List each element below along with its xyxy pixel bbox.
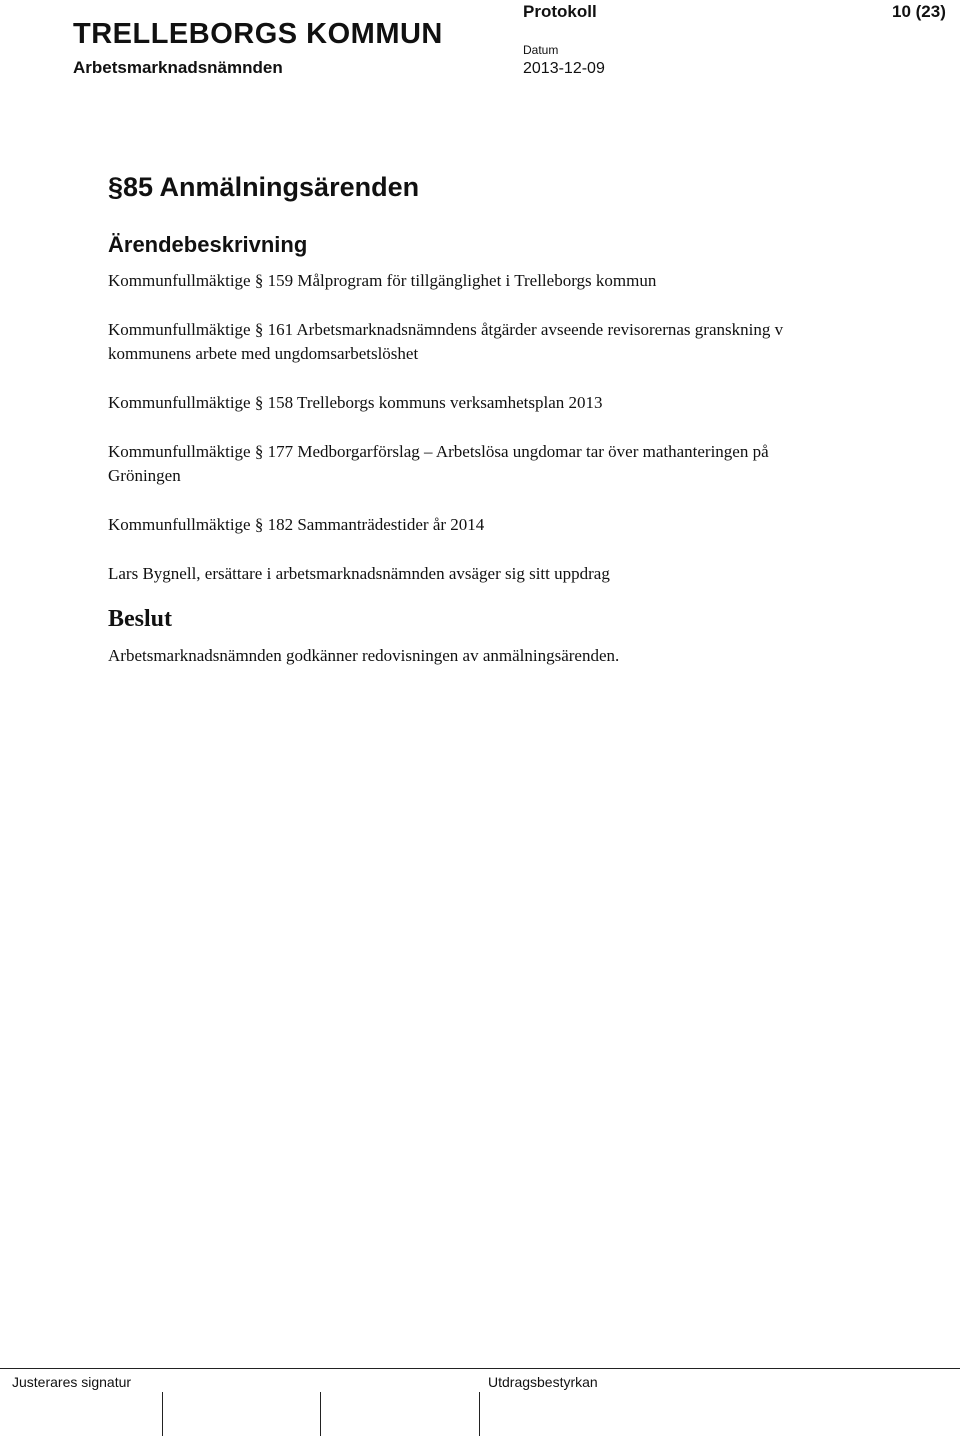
list-item: Kommunfullmäktige § 177 Medborgarförslag – Arbetslösa ungdomar tar över mathanteringen på Gröningen — [108, 442, 769, 485]
list-item: Lars Bygnell, ersättare i arbetsmarknadsnämnden avsäger sig sitt uppdrag — [108, 564, 610, 583]
signature-label: Justerares signatur — [12, 1374, 132, 1390]
organization-name: TRELLEBORGS KOMMUN — [73, 18, 443, 50]
list-item: Kommunfullmäktige § 158 Trelleborgs kommuns verksamhetsplan 2013 — [108, 393, 603, 412]
document-type: Protokoll — [523, 2, 597, 21]
date-value: 2013-12-09 — [523, 60, 605, 77]
list-item: Kommunfullmäktige § 159 Målprogram för tillgänglighet i Trelleborgs kommun — [108, 271, 657, 290]
list-item: Kommunfullmäktige § 182 Sammanträdestider år 2014 — [108, 515, 485, 534]
page-number: 10 (23) — [892, 2, 946, 21]
signature-field-divider — [162, 1392, 163, 1436]
extract-label: Utdragsbestyrkan — [488, 1374, 598, 1390]
list-item: Kommunfullmäktige § 161 Arbetsmarknadsnämndens åtgärder avseende revisorernas granskning v kommunens arbete med ungdomsarbetslöshet — [108, 320, 784, 363]
description-heading: Ärendebeskrivning — [108, 232, 308, 257]
signature-field-divider — [479, 1392, 480, 1436]
section-title: §85 Anmälningsärenden — [108, 172, 420, 202]
department-name: Arbetsmarknadsnämnden — [73, 58, 283, 77]
date-label: Datum — [523, 43, 559, 57]
footer-divider — [0, 1368, 960, 1369]
decision-text: Arbetsmarknadsnämnden godkänner redovisningen av anmälningsärenden. — [108, 646, 620, 665]
signature-field-divider — [320, 1392, 321, 1436]
decision-heading: Beslut — [108, 606, 173, 632]
